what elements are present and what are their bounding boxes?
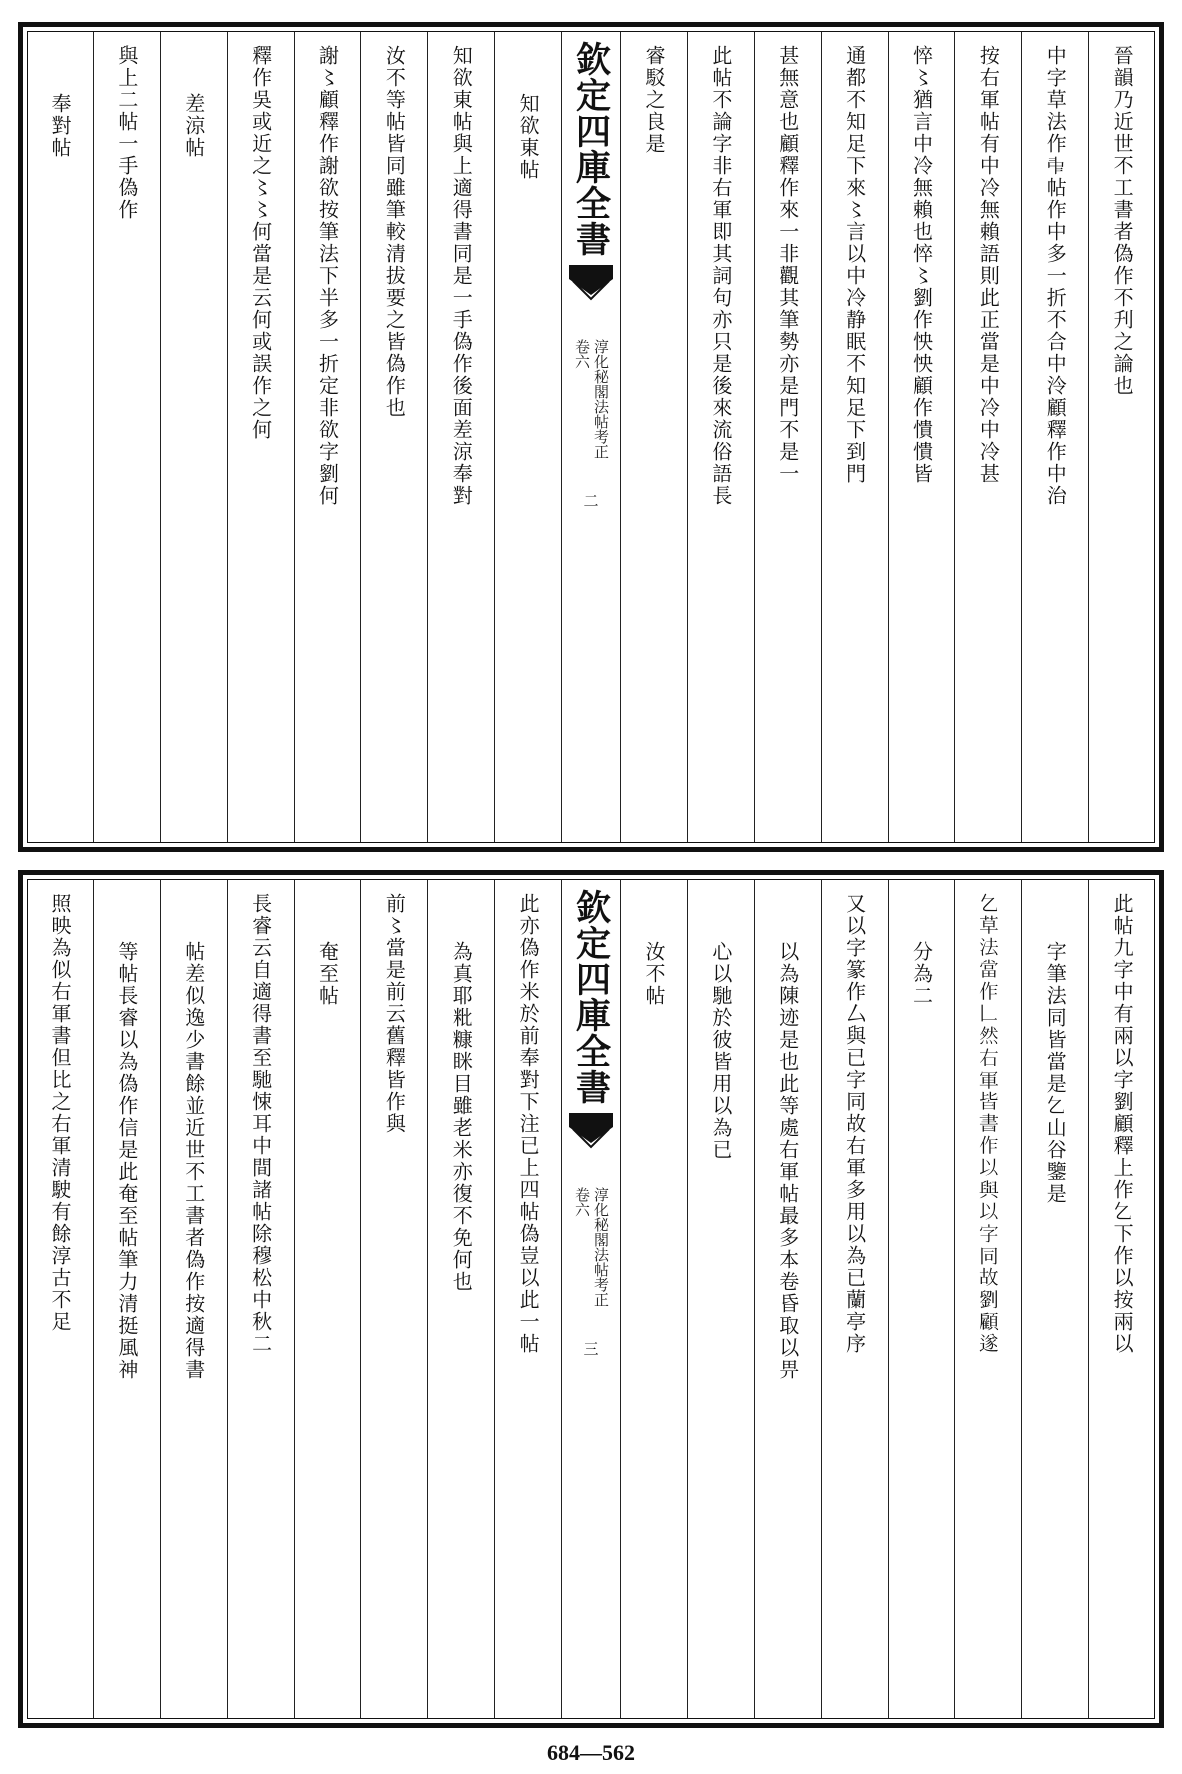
column-text: 與上二帖一手偽作 <box>114 45 139 221</box>
column-text: 以為陳迹是也此等處右軍帖最多本卷昏取以畀 <box>775 941 800 1381</box>
column-text: 甚無意也顧釋作來一非觀其筆勢亦是門不是一 <box>775 45 800 485</box>
leaf-number: 二 <box>581 493 600 508</box>
column-text: 通都不知足下來〻言以中冷静眠不知足下到門 <box>842 45 867 485</box>
column-text: 按右軍帖有中冷無賴語則此正當是中冷中冷甚 <box>976 45 1001 485</box>
text-column <box>427 31 494 843</box>
column-text: 差涼帖 <box>181 93 206 159</box>
center-fold <box>561 879 620 1719</box>
leaf-number: 三 <box>581 1341 600 1356</box>
text-column <box>754 31 821 843</box>
text-column <box>687 31 754 843</box>
text-column <box>1021 879 1088 1719</box>
text-column <box>93 31 160 843</box>
text-column <box>620 879 687 1719</box>
fishtail-mark-icon <box>569 1113 613 1161</box>
column-text: 照映為似右軍書但比之右軍清駛有餘淳古不足 <box>47 893 72 1333</box>
column-text: 心以馳於彼皆用以為已 <box>708 941 733 1161</box>
column-text: 前〻當是前云舊釋皆作與 <box>382 893 407 1135</box>
text-column <box>294 879 361 1719</box>
text-column <box>27 879 93 1719</box>
text-column <box>1021 31 1088 843</box>
bottom-columns <box>27 879 1155 1719</box>
text-column <box>360 31 427 843</box>
text-column <box>494 31 561 843</box>
text-column <box>27 31 93 843</box>
fishtail-mark-icon <box>569 265 613 313</box>
column-text: 知欲東帖 <box>516 93 541 181</box>
book-meta <box>574 1181 608 1307</box>
text-column <box>360 879 427 1719</box>
column-text: 謝〻顧釋作謝欲按筆法下半多一折定非欲字劉何 <box>315 45 340 507</box>
meta-line: 淳化秘閣法帖考正 <box>592 1187 610 1307</box>
text-column <box>160 31 227 843</box>
text-column <box>494 879 561 1719</box>
text-column <box>93 879 160 1719</box>
top-columns <box>27 31 1155 843</box>
column-text: 汝不等帖皆同雖筆較清拔要之皆偽作也 <box>382 45 407 419</box>
meta-line: 淳化秘閣法帖考正 <box>592 339 610 459</box>
column-text: 知欲東帖與上適得書同是一手偽作後面差涼奉對 <box>449 45 474 507</box>
column-text: 此帖不論字非右軍即其詞句亦只是後來流俗語長 <box>708 45 733 507</box>
text-column <box>620 31 687 843</box>
text-column <box>294 31 361 843</box>
text-column <box>888 879 955 1719</box>
column-text: 睿駁之良是 <box>641 45 666 155</box>
column-text: 帖差似逸少書餘並近世不工書者偽作按適得書 <box>181 941 206 1381</box>
column-text: 釋作吳或近之〻〻何當是云何或誤作之何 <box>248 45 273 441</box>
column-text: 中字草法作𠁩帖作中多一折不合中泠顧釋作中治 <box>1043 45 1068 507</box>
column-text: 為真耶粃糠眯目雖老米亦復不免何也 <box>449 941 474 1293</box>
column-text: 奉對帖 <box>47 93 72 159</box>
library-title: 欽定四庫全書 <box>570 889 612 1105</box>
text-column <box>821 31 888 843</box>
column-text: 等帖長睿以為偽作信是此奄至帖筆力清挺風神 <box>114 941 139 1381</box>
text-column <box>1088 31 1155 843</box>
text-column <box>888 31 955 843</box>
page-number: 684—562 <box>547 1740 635 1765</box>
meta-line: 卷六 <box>573 1187 591 1217</box>
text-column <box>821 879 888 1719</box>
column-text: 字筆法同皆當是𠃉山谷鑒是 <box>1043 941 1068 1205</box>
bottom-page <box>18 870 1164 1728</box>
column-text: 奄至帖 <box>315 941 340 1007</box>
column-text: 晉韻乃近世不工書者偽作不刋之論也 <box>1110 45 1135 397</box>
text-column <box>954 31 1021 843</box>
library-title: 欽定四庫全書 <box>570 41 612 257</box>
column-text: 長睿云自適得書至馳悚耳中間諸帖除穆松中秋二 <box>248 893 273 1355</box>
column-text: 汝不帖 <box>641 941 666 1007</box>
book-meta <box>574 333 608 459</box>
column-text: 此亦偽作米於前奉對下注已上四帖偽豈以此一帖 <box>516 893 541 1355</box>
center-fold <box>561 31 620 843</box>
text-column <box>227 879 294 1719</box>
text-column <box>687 879 754 1719</box>
column-text: 此帖九字中有兩以字劉顧釋上作𠃉下作以按兩以 <box>1110 893 1135 1355</box>
text-column <box>160 879 227 1719</box>
text-column <box>427 879 494 1719</box>
top-page <box>18 22 1164 852</box>
text-column <box>227 31 294 843</box>
text-column <box>1088 879 1155 1719</box>
text-column <box>754 879 821 1719</box>
column-text: 又以字篆作厶與已字同故右軍多用以為已蘭亭序 <box>842 893 867 1355</box>
column-text: 𠃉草法當作𠃊然右軍皆書作以與以字同故劉顧遂 <box>976 893 1001 1355</box>
column-text: 分為二 <box>909 941 934 1007</box>
column-text: 悴〻猶言中冷無賴也悴〻劉作怏怏顧作憒憒皆 <box>909 45 934 485</box>
meta-line: 卷六 <box>573 339 591 369</box>
text-column <box>954 879 1021 1719</box>
